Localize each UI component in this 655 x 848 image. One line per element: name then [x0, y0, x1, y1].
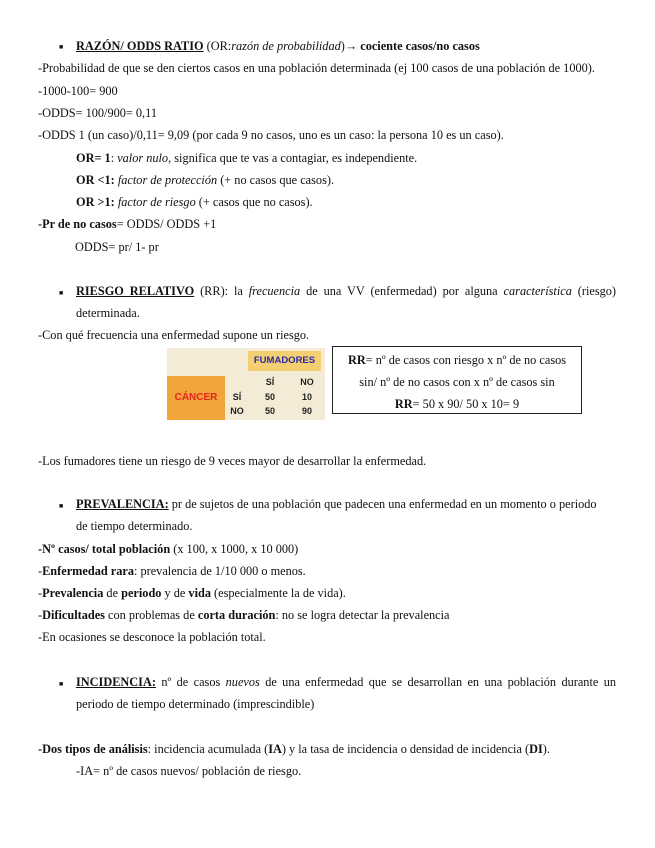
table-col-header: FUMADORES — [248, 351, 321, 371]
inc-heading: INCIDENCIA: — [76, 675, 156, 689]
odds-line-4: -ODDS 1 (un caso)/0,11= 9,09 (por cada 9 no casos, uno es un caso: la persona 10 es un caso). — [38, 128, 504, 142]
prev-line-2: de tiempo determinado. — [76, 519, 193, 533]
rr-conclusion: -Los fumadores tiene un riesgo de 9 veces mayor de desarrollar la enfermedad. — [38, 454, 427, 468]
bullet-rr: ■ — [59, 289, 64, 297]
prev-dificultades: -Dificultades con problemas de corta duración: no se logra detectar la prevalencia — [38, 608, 450, 622]
rr-line-2: determinada. — [76, 306, 140, 320]
rr-box-line-2: sin/ nº de no casos con x nº de casos sin — [359, 375, 555, 389]
table-row-label: NO — [230, 406, 244, 416]
bullet-prev: ■ — [59, 502, 64, 510]
rr-heading-line: RIESGO RELATIVO (RR): la frecuencia de una VV (enfermedad) por alguna característica (riesgo) — [76, 284, 616, 298]
inc-line-2: periodo de tiempo determinado (imprescindible) — [76, 697, 315, 711]
inc-heading-line: INCIDENCIA: nº de casos nuevos de una enfermedad que se desarrollan en una población durante un — [76, 675, 617, 689]
rr-box-line-3: RR= 50 x 90/ 50 x 10= 9 — [394, 397, 520, 411]
odds-line-3: -ODDS= 100/900= 0,11 — [38, 106, 157, 120]
table-row-label: SÍ — [232, 392, 242, 402]
rr-heading: RIESGO RELATIVO — [76, 284, 195, 298]
rr-box-line-1: RR= nº de casos con riesgo x nº de no casos — [347, 353, 567, 367]
inc-tipos: -Dos tipos de análisis: incidencia acumulada (IA) y la tasa de incidencia o densidad de incidencia (DI). — [38, 742, 550, 756]
prev-periodo: -Prevalencia de periodo y de vida (especialmente la de vida). — [38, 586, 346, 600]
odds-heading-line: RAZÓN/ ODDS RATIO (OR:razón de probabilidad)→ cociente casos/no casos — [76, 39, 480, 53]
prev-heading: PREVALENCIA: — [76, 497, 169, 511]
bullet-inc: ■ — [59, 680, 64, 688]
or-equal-1: OR= 1: valor nulo, significa que te vas a contagiar, es independiente. — [76, 151, 418, 165]
table-cell: 10 — [301, 392, 312, 402]
prev-rara: -Enfermedad rara: prevalencia de 1/10 000 o menos. — [38, 564, 306, 578]
prev-total: -En ocasiones se desconoce la población total. — [38, 630, 266, 644]
rr-intro: -Con qué frecuencia una enfermedad supone un riesgo. — [38, 328, 310, 342]
odds-line-1: -Probabilidad de que se den ciertos casos en una población determinada (ej 100 casos de una población de 1000). — [38, 61, 595, 75]
odds-line-2: -1000-100= 900 — [38, 84, 118, 98]
or-less-1: OR <1: factor de protección (+ no casos que casos). — [76, 173, 335, 187]
bullet-odds: ■ — [59, 43, 64, 51]
smokers-cancer-table — [167, 348, 325, 420]
table-cell: 50 — [264, 392, 275, 402]
table-row-header: CÁNCER — [167, 376, 225, 420]
inc-ia-line: -IA= nº de casos nuevos/ población de riesgo. — [76, 764, 302, 778]
rr-formula-box — [332, 346, 582, 414]
odds-heading: RAZÓN/ ODDS RATIO — [76, 39, 204, 53]
prev-n-casos: -Nº casos/ total población (x 100, x 1000, x 10 000) — [38, 542, 299, 556]
odds-formula: ODDS= pr/ 1- pr — [75, 240, 159, 254]
pr-no-casos: -Pr de no casos= ODDS/ ODDS +1 — [38, 217, 217, 231]
table-col-label: SÍ — [265, 377, 275, 387]
prev-heading-line: PREVALENCIA: pr de sujetos de una población que padecen una enfermedad en un momento o periodo — [76, 497, 597, 511]
table-cell: 50 — [264, 406, 275, 416]
or-greater-1: OR >1: factor de riesgo (+ casos que no casos). — [76, 195, 313, 209]
table-cell: 90 — [301, 406, 312, 416]
table-col-label: NO — [300, 377, 314, 387]
